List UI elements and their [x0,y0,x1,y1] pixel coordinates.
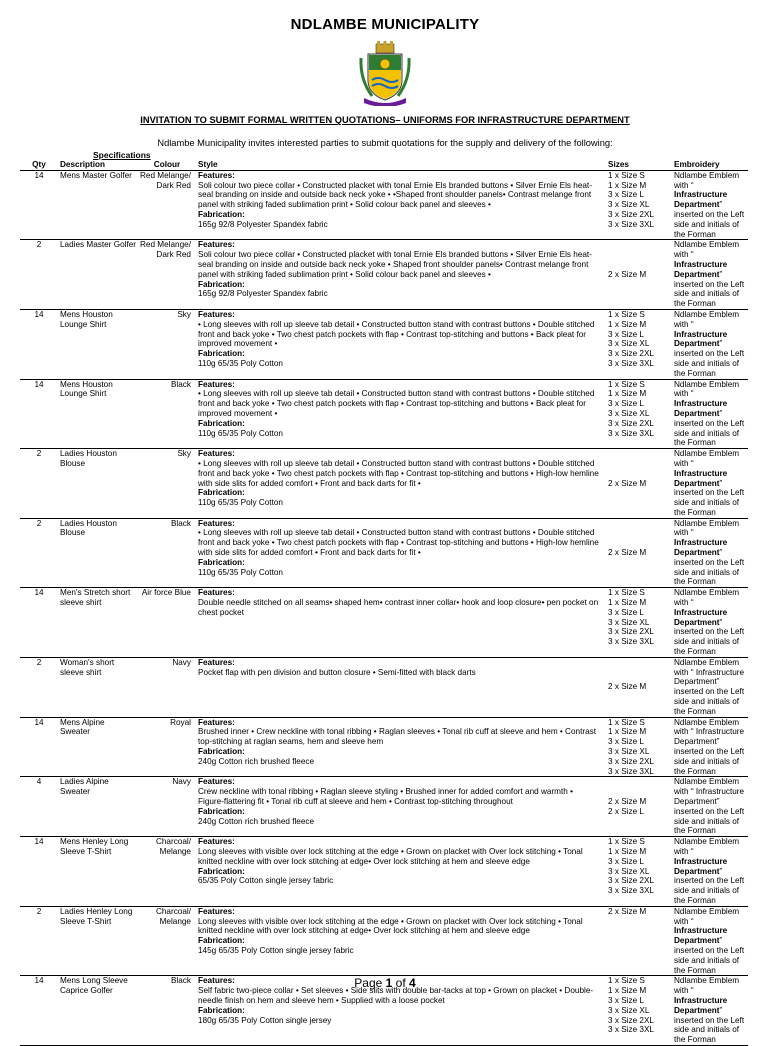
cell-embroidery [672,777,748,837]
cell-colour: Red Melange/ Dark Red [138,240,196,310]
fabrication-label: Fabrication: [198,866,245,876]
features-text: Long sleeves with visible over lock stitching at the edge • Grown on placket with Over lock stitching • Tonal knitted neckline with over lock stitching at edge• Over lock stitching at hem and sleeve edge [198,846,583,866]
page-total: 4 [409,976,416,990]
cell-description: Mens Henley Long Sleeve T-Shirt [58,837,138,907]
features-text: Brushed inner • Crew neckline with tonal ribbing • Raglan sleeves • Tonal rib cuff at sleeve and hem • Contrast top-stitching at raglan seams, hem and sleeve hem [198,727,597,747]
cell-description: Mens Houston Lounge Shirt [58,379,138,449]
table-row [20,657,748,717]
fabrication-block [198,488,600,508]
embroidery-text: Ndlambe Emblem with “ Infrastructure Department” inserted on the Left side and initials of the Forman [674,777,745,836]
fabrication-text: 65/35 Poly Cotton single jersey fabric [198,876,334,886]
cell-description: Mens Alpine Sweater [58,717,138,777]
cell-sizes: 1 x Size S 1 x Size M 3 x Size L 3 x Size XL 3 x Size 2XL 3 x Size 3XL [602,976,672,1046]
table-row [20,170,748,240]
cell-colour: Sky [138,309,196,379]
features-label: Features: [198,906,235,916]
cell-qty: 2 [20,518,58,588]
features-text: • Long sleeves with roll up sleeve tab detail • Constructed button stand with contrast buttons • Double stitched front and back yoke • Two chest patch pockets with flap • Contrast top-stitching and buttons • Back pleat for improved movement • [198,389,595,418]
embroidery-post: ” inserted on the Left side and initials of the Forman [674,866,745,905]
cell-qty: 4 [20,777,58,837]
features-label: Features: [198,379,235,389]
cell-description: Woman's short sleeve shirt [58,657,138,717]
features-label: Features: [198,837,235,847]
embroidery-bold: Infrastructure Department [674,329,728,349]
features-label: Features: [198,309,235,319]
embroidery-bold: Infrastructure Department [674,856,728,876]
embroidery-pre: Ndlambe Emblem with “ [674,449,740,468]
embroidery-post: ” inserted on the Left side and initials of the Forman [674,478,745,517]
document-title: NDLAMBE MUNICIPALITY [290,16,480,33]
cell-qty: 14 [20,976,58,1046]
table-row [20,906,748,976]
fabrication-block [198,349,600,369]
cell-colour: Red Melange/ Dark Red [138,170,196,240]
cell-sizes: 1 x Size S 1 x Size M 3 x Size L 3 x Size XL 3 x Size 2XL 3 x Size 3XL [602,309,672,379]
cell-embroidery [672,449,748,519]
header-qty: Qty [20,160,58,170]
features-label: Features: [198,717,235,727]
embroidery-pre: Ndlambe Emblem with “ [674,906,740,926]
cell-colour: Sky [138,449,196,519]
cell-sizes: 2 x Size M [602,449,672,519]
cell-style [196,518,602,588]
fabrication-text: 240g Cotton rich brushed fleece [198,816,315,826]
cell-style [196,170,602,240]
table-row [20,588,748,658]
cell-sizes: 2 x Size M [602,240,672,310]
fabrication-label: Fabrication: [198,209,245,219]
table-row [20,837,748,907]
embroidery-bold: Infrastructure Department [674,468,728,488]
cell-qty: 2 [20,240,58,310]
cell-qty: 2 [20,906,58,976]
cell-colour: Black [138,379,196,449]
cell-qty: 14 [20,717,58,777]
cell-description: Mens Houston Lounge Shirt [58,309,138,379]
cell-description: Ladies Alpine Sweater [58,777,138,837]
fabrication-text: 110g 65/35 Poly Cotton [198,428,283,438]
embroidery-bold: Infrastructure Department [674,259,728,279]
embroidery-pre: Ndlambe Emblem with “ [674,837,740,856]
features-label: Features: [198,170,235,180]
cell-style [196,906,602,976]
features-text: Self fabric two-piece collar • Set sleeves • Side slits with double bar-tacks at top • Grown on placket • Double-needle finish on hem and sleeve hem • Supplied with a loose pocket [198,986,594,1005]
embroidery-pre: Ndlambe Emblem with “ [674,976,740,996]
cell-sizes: 1 x Size S 1 x Size M 3 x Size L 3 x Size XL 3 x Size 2XL 3 x Size 3XL [602,170,672,240]
page-footer [0,976,770,990]
cell-description: Men's Stretch short sleeve shirt [58,588,138,658]
embroidery-bold: Infrastructure Department [674,607,728,627]
cell-embroidery [672,657,748,717]
page-mid: of [392,976,410,990]
cell-style [196,240,602,310]
table-row [20,449,748,519]
embroidery-post: ” inserted on the Left side and initials of the Forman [674,936,745,975]
embroidery-post: ” inserted on the Left side and initials of the Forman [674,269,745,309]
fabrication-text: 165g 92/8 Polyester Spandex fabric [198,219,328,229]
cell-description: Ladies Houston Blouse [58,449,138,519]
cell-colour: Royal [138,717,196,777]
fabrication-text: 145g 65/35 Poly Cotton single jersey fabric [198,945,354,955]
fabrication-text: 180g 65/35 Poly Cotton single jersey [198,1015,332,1025]
embroidery-post: ” inserted on the Left side and initials of the Forman [674,548,745,587]
cell-qty: 2 [20,449,58,519]
features-text: Soli colour two piece collar • Constructed placket with tonal Ernie Els branded buttons • Silver Ernie Els heat-seal branding on inside and outside back neck yoke • •Shaped front shoulder panels• Contrast melange front panel with striking faded sublimation print • Solid colour back panel and sleeves • [198,180,592,210]
cell-style [196,309,602,379]
cell-description: Ladies Henley Long Sleeve T-Shirt [58,906,138,976]
embroidery-post: ” inserted on the Left side and initials of the Forman [674,200,745,239]
cell-qty: 14 [20,309,58,379]
cell-embroidery [672,717,748,777]
intro-text: Ndlambe Municipality invites interested parties to submit quotations for the supply and delivery of the following: [157,138,613,148]
cell-sizes: 1 x Size S 1 x Size M 3 x Size L 3 x Size XL 3 x Size 2XL 3 x Size 3XL [602,379,672,449]
embroidery-text: Ndlambe Emblem with “ Infrastructure Department” inserted on the Left side and initials of the Forman [674,717,745,776]
invitation-subject: INVITATION TO SUBMIT FORMAL WRITTEN QUOTATIONS– UNIFORMS FOR INFRASTRUCTURE DEPARTMENT [140,115,630,125]
features-text: Soli colour two piece collar • Constructed placket with tonal Ernie Els branded buttons • Silver Ernie Els heat-seal branding on inside and outside back neck yoke • Shaped front shoulder panels• Contrast melange front panel with striking faded sublimation print • Solid colour back panel and sleeves • [198,250,592,279]
fabrication-block [198,210,600,230]
features-label: Features: [198,240,235,250]
page-prefix: Page [354,976,386,990]
cell-qty: 2 [20,657,58,717]
embroidery-post: ” inserted on the Left side and initials of the Forman [674,339,745,378]
cell-qty: 14 [20,379,58,449]
features-text: • Long sleeves with roll up sleeve tab detail • Constructed button stand with contrast buttons • Double stitched front and back yoke • Two chest patch pockets with flap • Contrast top-stitching and buttons • High-low hemline with side slits for added comfort • Front and back darts for fit • [198,528,599,558]
table-row [20,309,748,379]
embroidery-pre: Ndlambe Emblem with “ [674,588,740,608]
header-embroidery: Embroidery [672,160,748,170]
fabrication-block [198,558,600,578]
embroidery-text: Ndlambe Emblem with “ Infrastructure Department” inserted on the Left side and initials of the Forman [674,657,745,716]
fabrication-block [198,419,600,439]
fabrication-text: 110g 65/35 Poly Cotton [198,358,283,368]
fabrication-label: Fabrication: [198,1005,245,1015]
page-number: 1 [385,976,393,990]
fabrication-label: Fabrication: [198,806,245,816]
cell-sizes: 2 x Size M 2 x Size L [602,777,672,837]
fabrication-block [198,936,600,956]
features-label: Features: [198,518,235,528]
header-style: Style [196,160,602,170]
table-row [20,717,748,777]
fabrication-text: 240g Cotton rich brushed fleece [198,756,315,766]
cell-description: Mens Long Sleeve Caprice Golfer [58,976,138,1046]
cell-qty: 14 [20,837,58,907]
cell-colour: Charcoal/ Melange [138,837,196,907]
embroidery-post: ” inserted on the Left side and initials of the Forman [674,408,745,448]
header-description: Description [58,160,138,170]
header-sizes: Sizes [602,160,672,170]
features-text: Double needle stitched on all seams• shaped hem• contrast inner collar• hook and loop closure• pen pocket on chest pocket [198,598,599,617]
features-label: Features: [198,976,235,986]
fabrication-block [198,867,600,887]
embroidery-bold: Infrastructure Department [674,995,728,1015]
specifications-table [20,160,748,1046]
fabrication-label: Fabrication: [198,279,245,289]
features-label: Features: [198,777,235,787]
cell-colour: Navy [138,777,196,837]
cell-embroidery [672,837,748,907]
fabrication-label: Fabrication: [198,418,245,428]
cell-embroidery [672,588,748,658]
fabrication-label: Fabrication: [198,747,245,757]
table-row [20,379,748,449]
embroidery-post: ” inserted on the Left side and initials of the Forman [674,617,745,657]
fabrication-text: 110g 65/35 Poly Cotton [198,498,283,508]
embroidery-bold: Infrastructure Department [674,190,728,210]
municipal-crest-logo [358,40,412,106]
features-label: Features: [198,588,235,598]
cell-embroidery [672,906,748,976]
features-label: Features: [198,449,235,459]
cell-sizes: 1 x Size S 1 x Size M 3 x Size L 3 x Size XL 3 x Size 2XL 3 x Size 3XL [602,837,672,907]
table-row [20,240,748,310]
table-header-row [20,160,748,170]
fabrication-text: 110g 65/35 Poly Cotton [198,567,283,577]
cell-description: Mens Master Golfer [58,170,138,240]
fabrication-label: Fabrication: [198,349,245,359]
fabrication-block [198,747,600,767]
fabrication-block [198,280,600,300]
cell-sizes: 1 x Size S 1 x Size M 3 x Size L 3 x Size XL 3 x Size 2XL 3 x Size 3XL [602,588,672,658]
table-row [20,518,748,588]
embroidery-pre: Ndlambe Emblem with “ [674,309,740,329]
embroidery-pre: Ndlambe Emblem with “ [674,240,740,260]
features-label: Features: [198,657,235,667]
fabrication-block [198,1006,600,1026]
cell-embroidery [672,518,748,588]
table-row [20,777,748,837]
fabrication-label: Fabrication: [198,936,245,946]
cell-embroidery [672,170,748,240]
fabrication-label: Fabrication: [198,488,245,498]
fabrication-label: Fabrication: [198,557,245,567]
cell-sizes: 2 x Size M [602,657,672,717]
cell-colour: Charcoal/ Melange [138,906,196,976]
embroidery-bold: Infrastructure Department [674,926,728,946]
specifications-heading: Specifications [93,150,151,160]
cell-style [196,837,602,907]
cell-embroidery [672,379,748,449]
cell-colour: Air force Blue [138,588,196,658]
embroidery-bold: Infrastructure Department [674,538,728,558]
cell-qty: 14 [20,170,58,240]
cell-embroidery [672,240,748,310]
cell-description: Ladies Houston Blouse [58,518,138,588]
cell-style [196,777,602,837]
embroidery-post: ” inserted on the Left side and initials of the Forman [674,1005,745,1045]
cell-style [196,449,602,519]
cell-style [196,717,602,777]
features-text: Crew neckline with tonal ribbing • Raglan sleeve styling • Brushed inner for added comfort and warmth • Figure-flattering fit • Tonal rib cuff at sleeve and hem • Contrast top-stitching throughout [198,787,573,806]
cell-colour: Navy [138,657,196,717]
cell-description: Ladies Master Golfer [58,240,138,310]
embroidery-bold: Infrastructure Department [674,399,728,418]
cell-colour: Black [138,518,196,588]
cell-qty: 14 [20,588,58,658]
cell-sizes: 2 x Size M [602,906,672,976]
cell-embroidery [672,309,748,379]
cell-style [196,379,602,449]
features-text: • Long sleeves with roll up sleeve tab detail • Constructed button stand with contrast buttons • Double stitched front and back yoke • Two chest patch pockets with flap • Contrast top-stitching and buttons • High-low hemline with side slits for added comfort • Front and back darts for fit • [198,458,599,488]
cell-colour: Black [138,976,196,1046]
cell-sizes: 2 x Size M [602,518,672,588]
cell-style [196,588,602,658]
cell-style [196,657,602,717]
features-text: • Long sleeves with roll up sleeve tab detail • Constructed button stand with contrast buttons • Double stitched front and back yoke • Two chest patch pockets with flap • Contrast top-stitching and buttons • Back pleat for improved movement • [198,319,595,349]
embroidery-pre: Ndlambe Emblem with “ [674,170,740,190]
features-text: Long sleeves with visible over lock stitching at the edge • Grown on placket with Over lock stitching • Tonal knitted neckline with over lock stitching at edge• Over lock stitching at hem and sleeve edge [198,916,583,936]
embroidery-pre: Ndlambe Emblem with “ [674,518,740,538]
fabrication-text: 165g 92/8 Polyester Spandex fabric [198,289,328,299]
embroidery-pre: Ndlambe Emblem with “ [674,379,740,399]
fabrication-block [198,807,600,827]
header-colour: Colour [138,160,196,170]
features-text: Pocket flap with pen division and button closure • Semi-fitted with black darts [198,667,476,677]
cell-sizes: 1 x Size S 1 x Size M 3 x Size L 3 x Size XL 3 x Size 2XL 3 x Size 3XL [602,717,672,777]
